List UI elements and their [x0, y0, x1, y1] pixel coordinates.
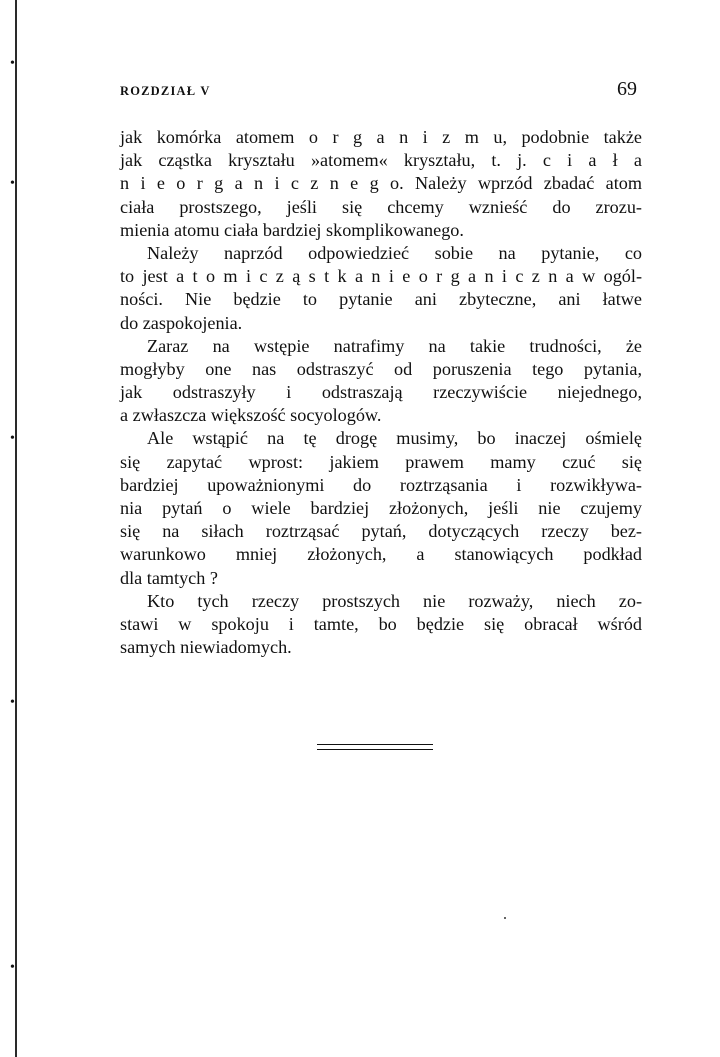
text-line: a zwłaszcza większość socyologów.: [120, 405, 382, 426]
text-line: stawi w spokoju i tamte, bo będzie się obracał wśród: [120, 613, 642, 634]
edge-mark: •: [10, 695, 15, 710]
text-line: to jest a t o m i c z ą s t k a n i e o r g a n i c z n a w ogól-: [120, 266, 642, 287]
edge-mark: •: [10, 960, 15, 975]
edge-mark: •: [10, 56, 15, 71]
edge-mark: •: [10, 176, 15, 191]
text-line: jak odstraszyły i odstraszają rzeczywiście niejednego,: [120, 382, 642, 403]
print-speck: [504, 917, 506, 919]
body-text: [120, 126, 642, 659]
text-line: Ale wstąpić na tę drogę musimy, bo inaczej ośmielę: [147, 428, 642, 449]
text-line: się na siłach roztrząsać pytań, dotyczących rzeczy bez-: [120, 521, 642, 542]
edge-mark: •: [10, 431, 15, 446]
text-line: dla tamtych ?: [120, 567, 218, 588]
text-line: nia pytań o wiele bardziej złożonych, jeśli nie czujemy: [120, 498, 642, 518]
text-line: Zaraz na wstępie natrafimy na takie trudności, że: [147, 335, 642, 356]
text-line: bardziej upoważnionymi do roztrząsania i rozwikływa-: [120, 474, 642, 495]
text-line: samych niewiadomych.: [120, 637, 292, 658]
text-line: mogłyby one nas odstraszyć od poruszenia tego pytania,: [120, 358, 642, 379]
text-line: się zapytać wprost: jakiem prawem mamy czuć się: [120, 451, 642, 472]
text-line: jak komórka atomem o r g a n i z m u, podobnie także: [120, 127, 642, 147]
page-number: 69: [617, 78, 637, 100]
binding-edge-line: [15, 0, 17, 1057]
text-line: ciała prostszego, jeśli się chcemy wznieść do zrozu-: [120, 196, 642, 217]
section-end-double-rule: [317, 744, 433, 750]
text-line: n i e o r g a n i c z n e g o. Należy wprzód zbadać atom: [120, 173, 642, 194]
text-line: ności. Nie będzie to pytanie ani zbyteczne, ani łatwe: [120, 289, 642, 310]
text-line: jak cząstka kryształu »atomem« kryształu, t. j. c i a ł a: [120, 150, 642, 171]
text-line: do zaspokojenia.: [120, 312, 243, 333]
text-line: Należy naprzód odpowiedzieć sobie na pytanie, co: [147, 242, 642, 263]
running-head: ROZDZIAŁ V: [120, 84, 211, 98]
text-line: warunkowo mniej złożonych, a stanowiących podkład: [120, 544, 642, 565]
text-line: Kto tych rzeczy prostszych nie rozważy, niech zo-: [147, 590, 642, 611]
text-line: mienia atomu ciała bardziej skomplikowanego.: [120, 219, 464, 240]
